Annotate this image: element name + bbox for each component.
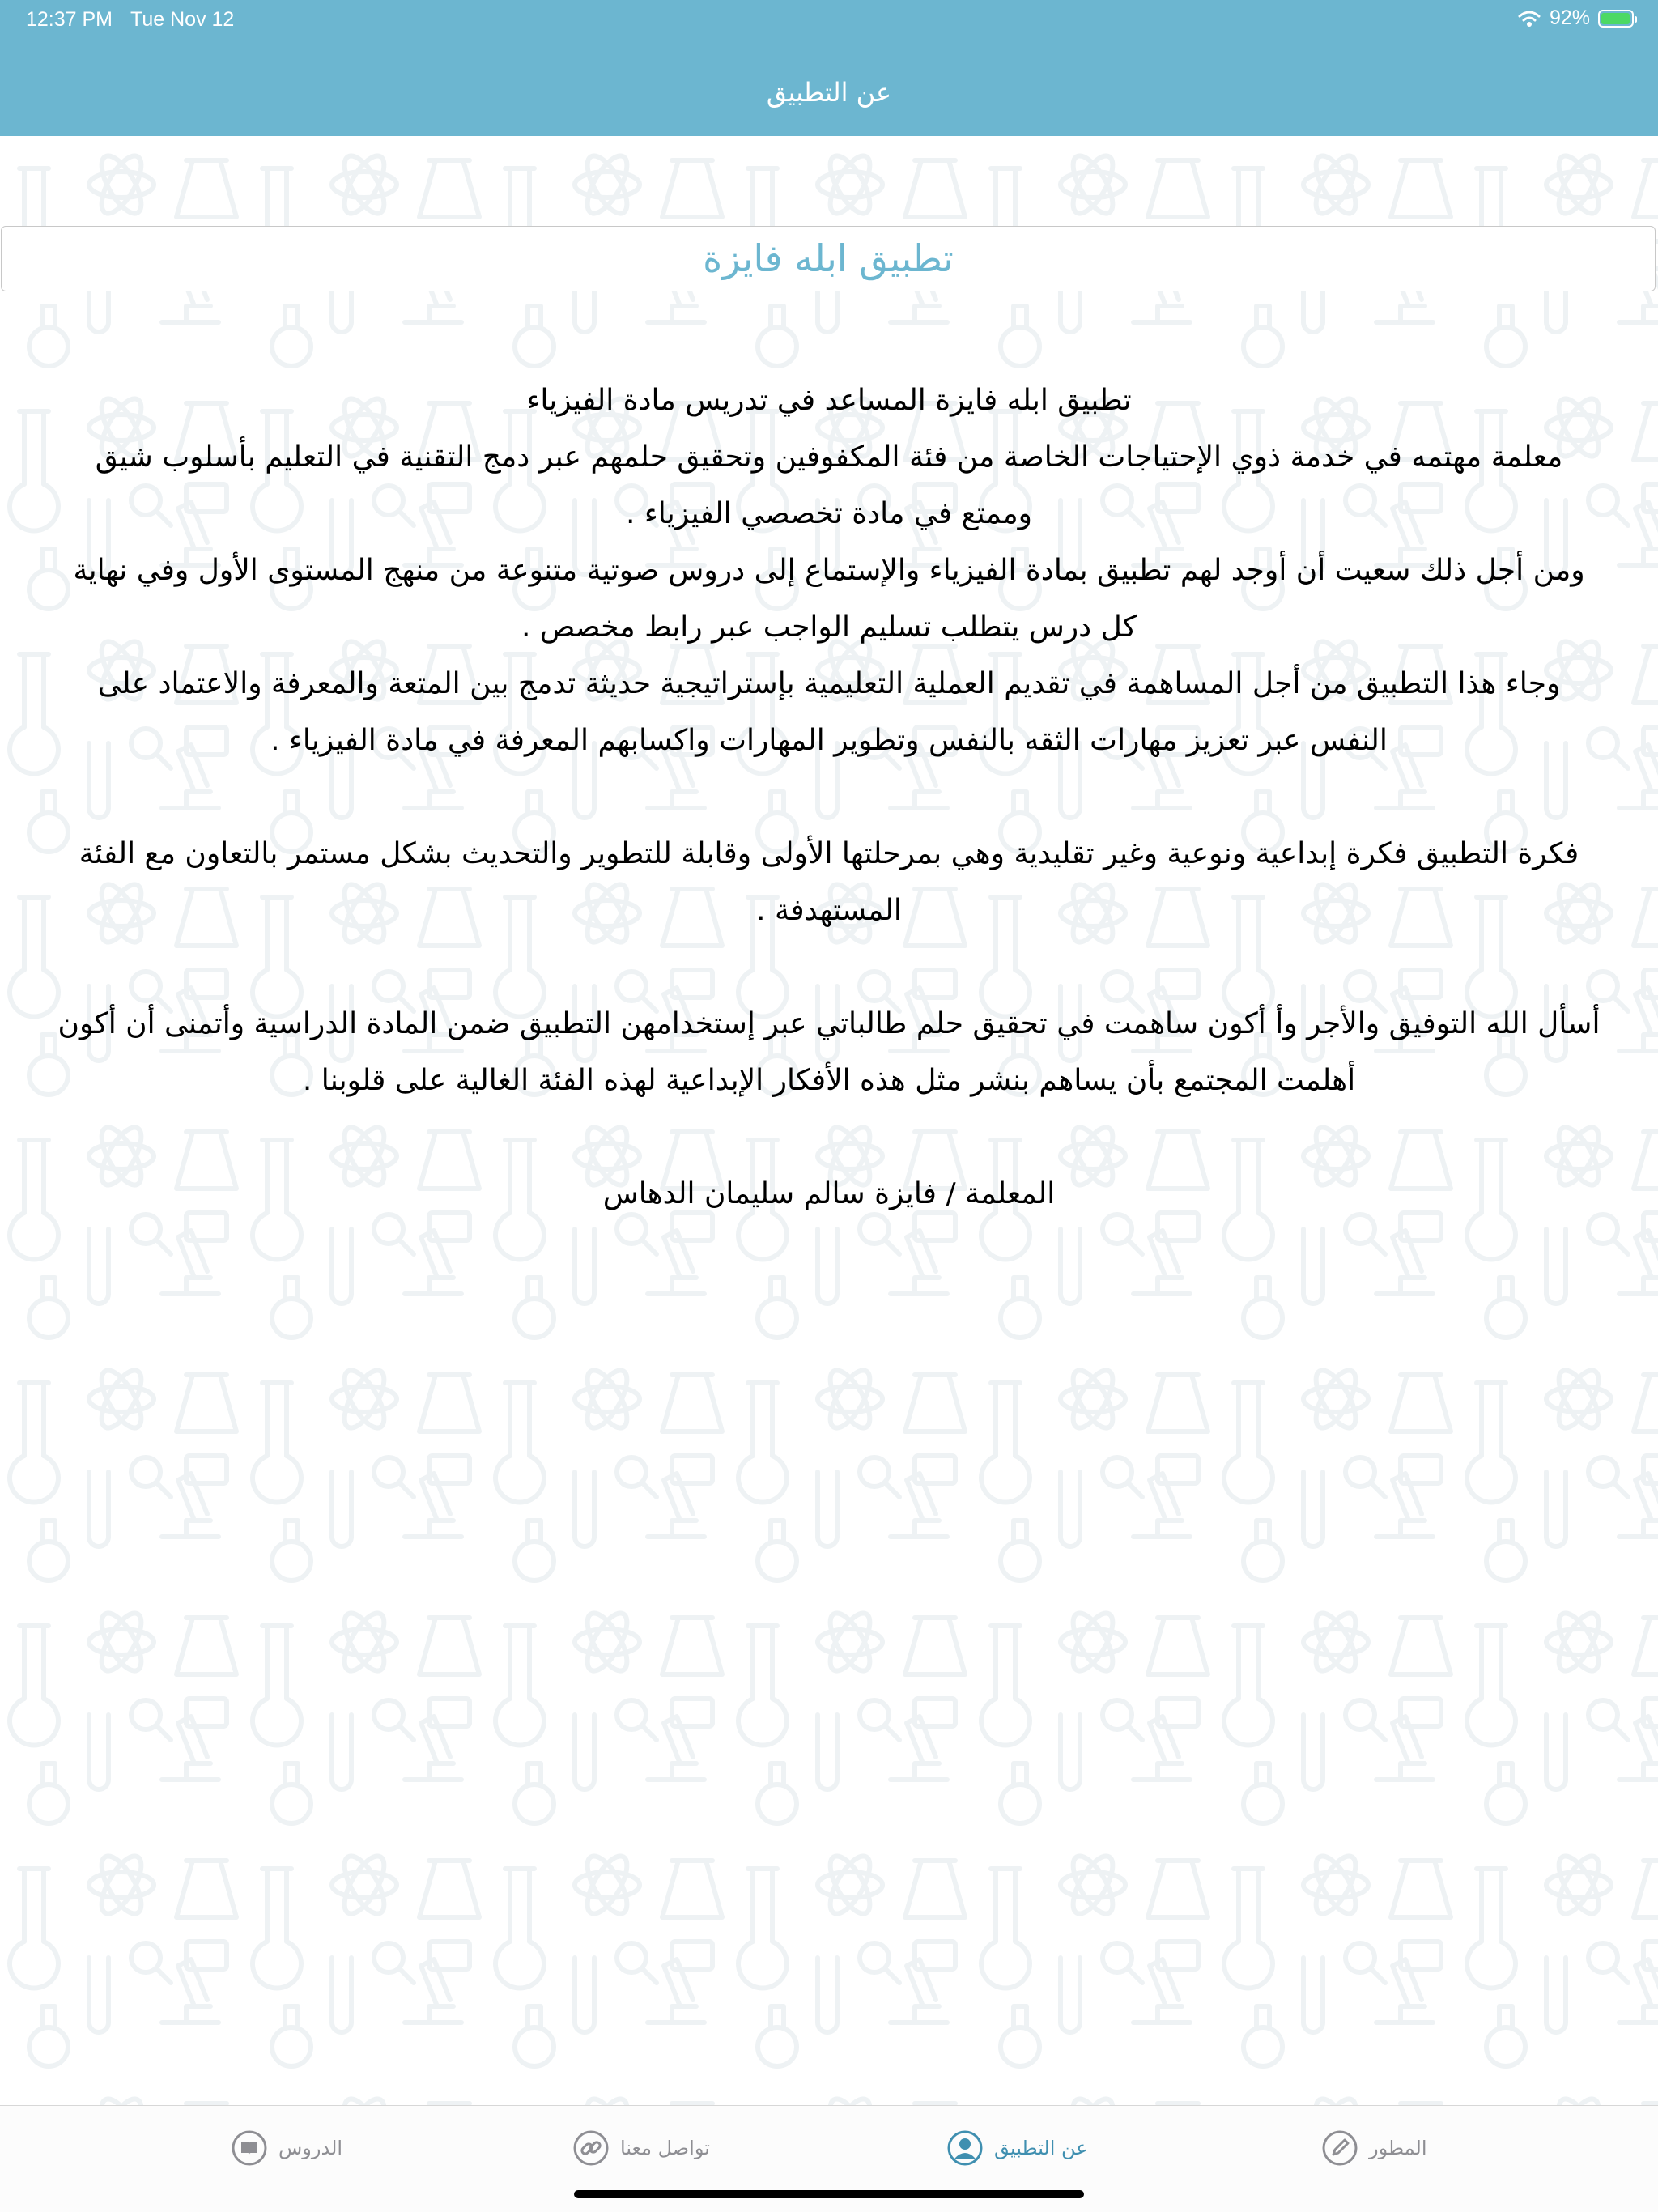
about-line: وممتع في مادة تخصصي الفيزياء . — [625, 497, 1033, 530]
about-line: ومن أجل ذلك سعيت أن أوجد لهم تطبيق بمادة الفيزياء والإستماع إلى دروس صوتية متنوعة من منهج المستوى الأول وفي نهاية — [73, 554, 1585, 587]
about-line: المستهدفة . — [756, 894, 902, 927]
tab-label: تواصل معنا — [620, 2137, 710, 2159]
about-text — [28, 372, 1630, 1223]
tab-label: الدروس — [278, 2137, 343, 2159]
about-line: أهلمت المجتمع بأن يساهم بنشر مثل هذه الأفكار الإبداعية لهذه الفئة الغالية على قلوبنا . — [302, 1064, 1356, 1097]
tab-about[interactable] — [947, 2130, 1088, 2166]
wifi-icon — [1517, 10, 1541, 28]
about-line: تطبيق ابله فايزة المساعد في تدريس مادة الفيزياء — [526, 384, 1132, 417]
pencil-icon — [1322, 2130, 1358, 2166]
app-title-box — [1, 226, 1656, 291]
home-indicator[interactable] — [574, 2190, 1084, 2198]
tab-label: المطور — [1369, 2137, 1427, 2159]
app-title: تطبيق ابله فايزة — [703, 236, 954, 280]
paragraph-spacer — [28, 1109, 1630, 1166]
status-time: 12:37 PM — [26, 8, 113, 31]
status-time-group — [26, 8, 234, 32]
book-icon — [232, 2130, 267, 2166]
battery-charging-icon — [1598, 10, 1634, 28]
tab-contact[interactable] — [573, 2130, 710, 2166]
person-icon — [947, 2130, 983, 2166]
author-signature: المعلمة / فايزة سالم سليمان الدهاس — [602, 1177, 1056, 1210]
status-bar — [0, 0, 1658, 40]
status-date: Tue Nov 12 — [130, 8, 235, 31]
about-line: أسأل الله التوفيق والأجر وأ أكون ساهمت في تحقيق حلم طالباتي عبر إستخدامهن التطبيق ضمن المادة الدراسية وأتمنى أن أكون — [57, 1007, 1601, 1040]
about-line: النفس عبر تعزيز مهارات الثقه بالنفس وتطوير المهارات واكسابهم المعرفة في مادة الفيزياء . — [270, 724, 1388, 757]
nav-title: عن التطبيق — [766, 77, 892, 108]
about-line: كل درس يتطلب تسليم الواجب عبر رابط مخصص . — [521, 610, 1137, 644]
paragraph-spacer — [28, 939, 1630, 996]
tab-label: عن التطبيق — [994, 2137, 1088, 2159]
about-line: معلمة مهتمه في خدمة ذوي الإحتياجات الخاصة من فئة المكفوفين وتحقيق حلمهم عبر دمج التقنية في التعليم بأسلوب شيق — [95, 440, 1563, 474]
navigation-bar — [0, 40, 1658, 136]
about-line: وجاء هذا التطبيق من أجل المساهمة في تقديم العملية التعليمية بإستراتيجية حديثة تدمج بين المتعة والمعرفة والاعتماد على — [97, 667, 1561, 700]
status-right-group — [1517, 6, 1634, 30]
link-icon — [573, 2130, 609, 2166]
tab-lessons[interactable] — [232, 2130, 342, 2166]
battery-percent: 92% — [1549, 6, 1590, 29]
paragraph-spacer — [28, 769, 1630, 826]
tab-developer[interactable] — [1322, 2130, 1427, 2166]
about-line: فكرة التطبيق فكرة إبداعية ونوعية وغير تقليدية وهي بمرحلتها الأولى وقابلة للتطوير والتحديث بشكل مستمر بالتعاون مع الفئة — [79, 837, 1579, 870]
